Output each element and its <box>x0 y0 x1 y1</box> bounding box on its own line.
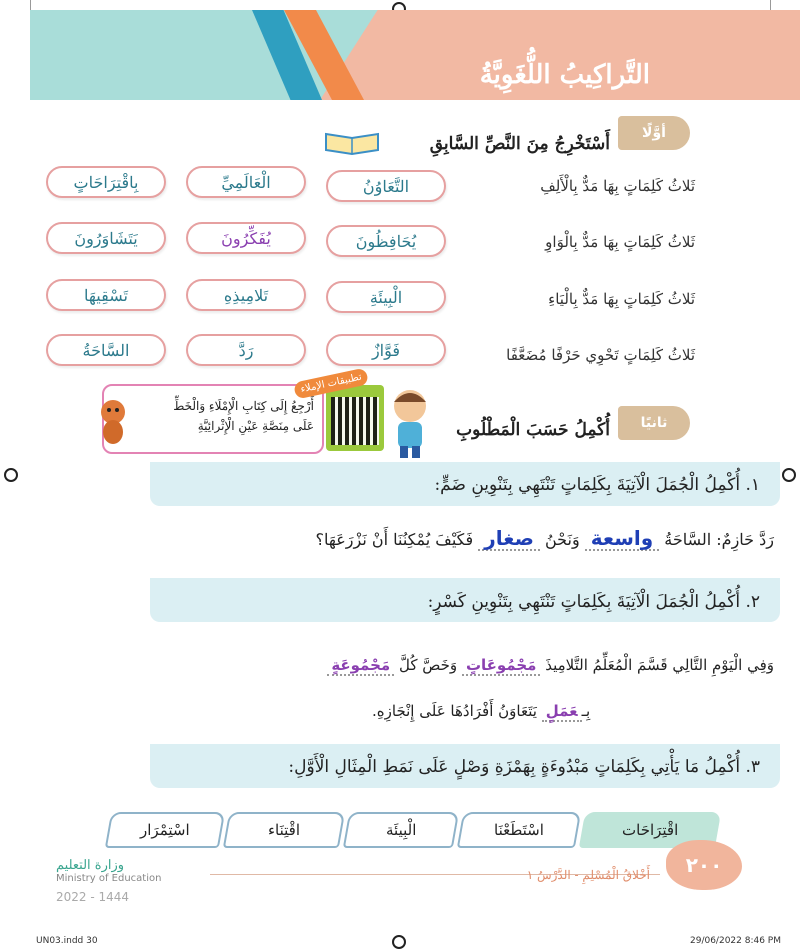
section-badge-first: أوَّلًا <box>618 116 690 150</box>
page-number: ٢٠٠ <box>685 853 723 877</box>
lesson-header <box>30 10 800 100</box>
answer-pill: فَوَّازٌ <box>326 334 446 366</box>
task1-sentence <box>315 526 774 550</box>
registration-mark-icon <box>392 935 406 949</box>
file-name: UN03.indd 30 <box>36 936 98 946</box>
fox-character-icon <box>96 392 130 444</box>
answer-pill: الْبِيئَةِ <box>326 281 446 313</box>
word-tab-label: اسْتَطَعْنَا <box>494 821 544 839</box>
row-label-waw: ثَلاثُ كَلِمَاتٍ بِهَا مَدٌّ بِالْوَاوِ <box>545 233 695 251</box>
registration-mark-icon <box>782 468 796 482</box>
ministry-logo <box>56 858 161 904</box>
answer-pill: تَسْقِيهَا <box>46 279 166 311</box>
boy-character-icon <box>386 384 434 460</box>
filled-answer: صغار <box>484 526 534 550</box>
answer-pill: تَلامِيذِهِ <box>186 279 306 311</box>
row-label-shadda: ثَلاثُ كَلِمَاتٍ تَحْوِي حَرْفًا مُضَعَّفًا <box>506 346 695 364</box>
word-tab <box>105 812 225 848</box>
note-line: أَرْجِعُ إِلَى كِتَابِ الْإِمْلَاءِ وَالْخَطِّ <box>173 399 314 413</box>
qr-code[interactable] <box>299 371 384 451</box>
answer-pill: يَتَشَاوَرُونَ <box>46 222 166 254</box>
filled-answer: مَجْمُوعَةٍ <box>331 656 391 674</box>
word-tab-label: اقْتِرَاحَات <box>621 821 679 839</box>
answer-pill: رَدَّ <box>186 334 306 366</box>
registration-mark-icon <box>4 468 18 482</box>
answer-pill: التَّعَاوُنُ <box>326 170 446 202</box>
section-title-extract: أَسْتَخْرِجُ مِنَ النَّصِّ السَّابِقِ <box>429 134 610 154</box>
row-label-alif: ثَلاثُ كَلِمَاتٍ بِهَا مَدٌّ بِالْأَلِفِ <box>540 177 695 195</box>
sentence-text: وَنَحْنُ <box>545 530 580 549</box>
word-tab <box>457 812 581 848</box>
task2-sentence-2 <box>372 702 772 720</box>
page-number-blob <box>666 840 742 890</box>
open-book-icon <box>322 128 382 156</box>
word-tab-label: اسْتِمْرَار <box>140 821 190 839</box>
section-badge-second: ثانيًا <box>618 406 690 440</box>
row-label-ya: ثَلاثُ كَلِمَاتٍ بِهَا مَدٌّ بِالْيَاءِ <box>548 290 695 308</box>
filled-answer: عَمَلٍ <box>545 702 578 720</box>
task-prompt: ٢. أُكْمِلُ الْجُمَلَ الْآتِيَةَ بِكَلِمَاتٍ تَنْتَهِي بِتَنْوِينِ كَسْرٍ: <box>427 592 760 612</box>
reference-note <box>102 384 324 454</box>
filled-answer: واسعة <box>590 526 654 550</box>
task-prompt: ١. أُكْمِلُ الْجُمَلَ الْآتِيَةَ بِكَلِمَاتٍ تَنْتَهِي بِتَنْوِينِ ضَمٍّ: <box>434 475 760 495</box>
answer-pill: الْعَالَمِيِّ <box>186 166 306 198</box>
sentence-text: وَخَصَّ كُلَّ <box>399 656 458 674</box>
print-timestamp: 29/06/2022 8:46 PM <box>690 936 781 946</box>
sentence-text: فَكَيْفَ يُمْكِنُنَا أَنْ نَزْرَعَهَا؟ <box>315 530 474 549</box>
word-tab <box>343 812 459 848</box>
sentence-text: يَتَعَاوَنُ أَفْرَادُهَا عَلَى إِنْجَازِهِ. <box>372 702 537 720</box>
section-title-complete: أُكْمِلُ حَسَبَ الْمَطْلُوبِ <box>456 420 610 440</box>
qr-tag: تطبيقات الإملاء <box>293 367 369 399</box>
note-line: عَلَى مِنَصَّةِ عَيْنِ الْإِثْرائِيَّةِ <box>197 419 314 433</box>
filled-answer: مَجْمُوعَاتٍ <box>465 656 537 674</box>
sentence-text: بِـ <box>581 702 591 720</box>
lesson-footer: أَخْلاقُ الْمُسْلِمِ - الدَّرْسُ ١ <box>526 868 650 882</box>
answer-pill: السَّاحَةُ <box>46 334 166 366</box>
word-tab <box>223 812 345 848</box>
task2-sentence-1 <box>327 656 774 674</box>
task-prompt: ٣. أُكْمِلُ مَا يَأْتِي بِكَلِمَاتٍ مَبْدُوءَةٍ بِهَمْزَةِ وَصْلٍ عَلَى نَمَطِ الْمِثَالِ الْأَوَّلِ: <box>288 757 760 777</box>
sentence-text: رَدَّ حَازِمٌ: السَّاحَةُ <box>664 530 774 549</box>
page-title: التَّراكِيبُ اللُّغَوِيَّةُ <box>479 60 650 90</box>
ministry-name-ar: وزارة التعليم <box>56 858 125 873</box>
edition-year: 2022 - 1444 <box>56 890 130 904</box>
sentence-text: وَفِي الْيَوْمِ التَّالِي قَسَّمَ الْمُعَلِّمُ التَّلامِيذَ <box>545 656 774 674</box>
answer-pill: يُحَافِظُونَ <box>326 225 446 257</box>
word-tab-label: الْبِيئَة <box>385 821 417 839</box>
word-tab-label: اقْتِنَاء <box>268 821 301 839</box>
answer-pill: بِاقْتِرَاحَاتٍ <box>46 166 166 198</box>
ministry-name-en: Ministry of Education <box>56 873 162 884</box>
answer-pill: يُفَكِّرُونَ <box>186 222 306 254</box>
